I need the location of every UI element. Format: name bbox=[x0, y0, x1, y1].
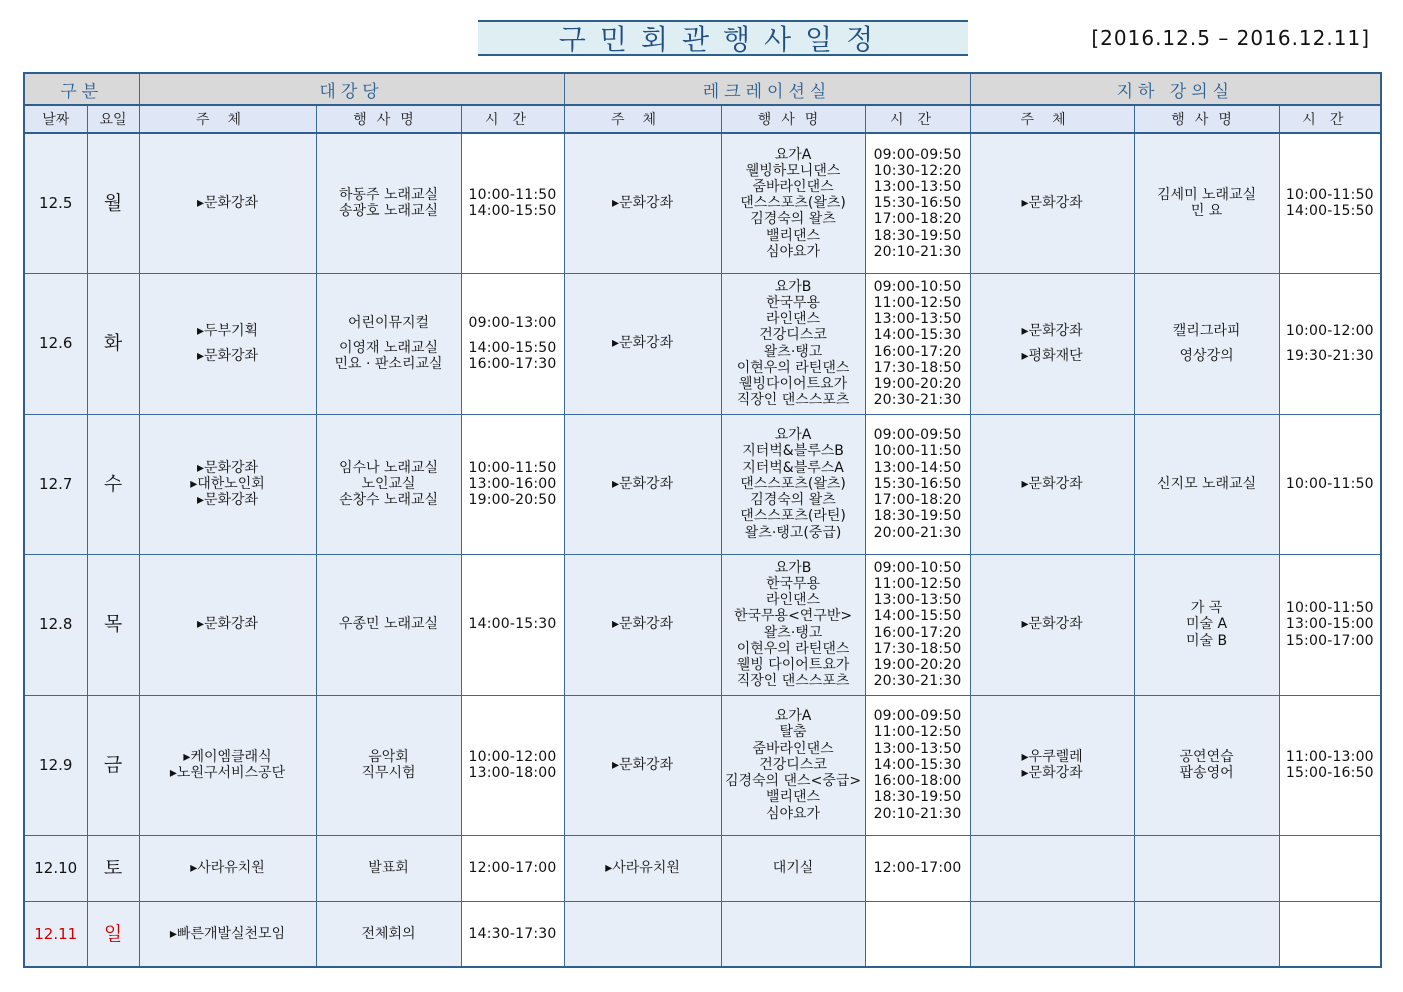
hall-time-cell bbox=[461, 695, 564, 835]
event-label: 밸리댄스 bbox=[765, 789, 821, 806]
time-label: 12:00-17:00 bbox=[468, 859, 557, 876]
time-label: 15:30-16:50 bbox=[873, 475, 962, 492]
event-label: 김세미 노래교실 bbox=[1157, 187, 1257, 204]
rec-host-cell bbox=[564, 133, 721, 273]
time-label: 18:30-19:50 bbox=[873, 508, 962, 525]
hall-time-cell bbox=[461, 554, 564, 695]
event-label: 라인댄스 bbox=[765, 311, 821, 328]
rec-time-cell bbox=[865, 133, 970, 273]
table-row bbox=[24, 901, 1381, 967]
hall-time-cell bbox=[461, 273, 564, 414]
event-label: 영상강의 bbox=[1179, 348, 1234, 364]
hall-event-cell bbox=[316, 835, 461, 901]
rec-event-cell bbox=[721, 133, 865, 273]
event-label: 김경숙의 왈츠 bbox=[750, 211, 836, 228]
time-label: 10:00-12:00 bbox=[1285, 322, 1374, 339]
hall-host-cell bbox=[139, 695, 316, 835]
time-label: 10:00-11:50 bbox=[468, 459, 557, 476]
date-cell: 12.5 bbox=[24, 133, 87, 273]
event-label: 웰빙하모니댄스 bbox=[745, 162, 841, 179]
rec-host-cell bbox=[564, 695, 721, 835]
line-gap bbox=[462, 331, 564, 340]
rec-time-cell bbox=[865, 414, 970, 554]
event-label: 요가B bbox=[774, 278, 812, 295]
event-label: 탈춤 bbox=[779, 724, 807, 741]
rec-event-cell bbox=[721, 554, 865, 695]
event-label: 이현우의 라틴댄스 bbox=[736, 640, 850, 657]
event-label: 팝송영어 bbox=[1179, 765, 1234, 781]
host-label: ▸문화강좌 bbox=[196, 348, 259, 364]
event-label: 댄스스포츠(라틴) bbox=[740, 508, 846, 525]
event-label: 심야요가 bbox=[765, 243, 821, 260]
event-label: 전체회의 bbox=[361, 925, 416, 942]
time-label: 09:00-09:50 bbox=[873, 427, 962, 444]
basement-host-cell bbox=[970, 414, 1134, 554]
host-label: ▸우쿠렐레 bbox=[1021, 748, 1083, 765]
time-label: 10:30-12:20 bbox=[873, 162, 962, 179]
header-hall-recreation: 레크레이션실 bbox=[564, 73, 970, 105]
hall-host-cell bbox=[139, 414, 316, 554]
event-label: 노인교실 bbox=[361, 475, 416, 492]
header-host: 주체 bbox=[139, 105, 316, 133]
event-label: 건강디스코 bbox=[759, 327, 827, 344]
event-label: 지터벅&블루스B bbox=[742, 443, 844, 460]
time-label: 09:00-10:50 bbox=[873, 278, 962, 295]
basement-time-cell bbox=[1279, 273, 1381, 414]
rec-time-cell bbox=[865, 554, 970, 695]
time-label: 10:00-11:50 bbox=[1285, 187, 1374, 204]
line-gap bbox=[317, 331, 461, 340]
rec-host-cell bbox=[564, 273, 721, 414]
day-cell: 금 bbox=[87, 695, 139, 835]
basement-host-cell bbox=[970, 835, 1134, 901]
time-label: 18:30-19:50 bbox=[873, 789, 962, 806]
event-label: 미술 B bbox=[1186, 632, 1228, 649]
time-label: 14:00-15:30 bbox=[873, 756, 962, 773]
header-host: 주체 bbox=[970, 105, 1134, 133]
header-time: 시간 bbox=[865, 105, 970, 133]
event-label: 라인댄스 bbox=[765, 592, 821, 609]
header-event: 행사명 bbox=[1134, 105, 1279, 133]
basement-event-cell bbox=[1134, 414, 1279, 554]
header-row-columns bbox=[24, 105, 1381, 133]
basement-host-cell bbox=[970, 554, 1134, 695]
basement-event-cell bbox=[1134, 273, 1279, 414]
header-host: 주체 bbox=[564, 105, 721, 133]
event-label: 지터벅&블루스A bbox=[742, 459, 844, 476]
host-label: ▸두부기획 bbox=[196, 322, 259, 339]
event-label: 우종민 노래교실 bbox=[338, 616, 439, 633]
table-row bbox=[24, 554, 1381, 695]
time-label: 10:00-12:00 bbox=[468, 748, 557, 765]
basement-time-cell bbox=[1279, 554, 1381, 695]
line-gap bbox=[140, 339, 316, 348]
event-label: 웰빙다이어트요가 bbox=[738, 375, 848, 392]
time-label: 10:00-11:50 bbox=[468, 187, 557, 204]
host-label: ▸문화강좌 bbox=[611, 756, 674, 773]
table-row bbox=[24, 695, 1381, 835]
table-row bbox=[24, 273, 1381, 414]
event-label: 이영재 노래교실 bbox=[338, 339, 439, 356]
time-label: 13:00-18:00 bbox=[468, 765, 557, 781]
date-cell: 12.9 bbox=[24, 695, 87, 835]
event-label: 대기실 bbox=[772, 859, 814, 876]
date-cell: 12.10 bbox=[24, 835, 87, 901]
host-label: ▸문화강좌 bbox=[1021, 765, 1083, 781]
rec-time-cell bbox=[865, 273, 970, 414]
host-label: ▸문화강좌 bbox=[1021, 475, 1083, 492]
basement-time-cell bbox=[1279, 901, 1381, 967]
basement-event-cell bbox=[1134, 133, 1279, 273]
time-label: 13:00-14:50 bbox=[873, 459, 962, 476]
hall-time-cell bbox=[461, 835, 564, 901]
hall-host-cell bbox=[139, 273, 316, 414]
host-label: ▸사라유치원 bbox=[190, 859, 265, 876]
day-cell: 일 bbox=[87, 901, 139, 967]
header-group: 구분 bbox=[24, 73, 139, 105]
date-cell: 12.8 bbox=[24, 554, 87, 695]
time-label: 16:00-17:30 bbox=[468, 356, 557, 373]
time-label: 14:00-15:30 bbox=[873, 327, 962, 344]
basement-time-cell bbox=[1279, 133, 1381, 273]
host-label: ▸문화강좌 bbox=[611, 616, 674, 633]
host-label: ▸케이엠클래식 bbox=[183, 748, 272, 765]
time-label: 13:00-13:50 bbox=[873, 178, 962, 195]
basement-time-cell bbox=[1279, 695, 1381, 835]
hall-event-cell bbox=[316, 414, 461, 554]
basement-host-cell bbox=[970, 273, 1134, 414]
hall-time-cell bbox=[461, 414, 564, 554]
event-label: 요가A bbox=[774, 146, 812, 163]
table-row bbox=[24, 133, 1381, 273]
line-gap bbox=[1135, 339, 1279, 348]
date-cell: 12.11 bbox=[24, 901, 87, 967]
host-label: ▸문화강좌 bbox=[1021, 322, 1083, 339]
day-cell: 토 bbox=[87, 835, 139, 901]
time-label: 16:00-18:00 bbox=[873, 773, 962, 790]
event-label: 송광호 노래교실 bbox=[338, 203, 439, 220]
host-label: ▸문화강좌 bbox=[611, 475, 674, 492]
event-label: 한국무용 bbox=[765, 575, 821, 592]
header-row-groups bbox=[24, 73, 1381, 105]
hall-event-cell bbox=[316, 695, 461, 835]
host-label: ▸문화강좌 bbox=[1021, 616, 1083, 633]
rec-event-cell bbox=[721, 273, 865, 414]
host-label: ▸대한노인회 bbox=[190, 475, 265, 492]
host-label: ▸노원구서비스공단 bbox=[169, 765, 286, 781]
hall-time-cell bbox=[461, 133, 564, 273]
page-title: 구민회관행사일정 bbox=[558, 23, 888, 56]
time-label: 19:00-20:50 bbox=[468, 492, 557, 509]
time-label: 20:30-21:30 bbox=[873, 392, 962, 409]
host-label: ▸문화강좌 bbox=[196, 616, 259, 633]
event-label: 줌바라인댄스 bbox=[752, 178, 834, 195]
time-label: 19:30-21:30 bbox=[1285, 348, 1374, 364]
hall-event-cell bbox=[316, 273, 461, 414]
title-box bbox=[478, 20, 968, 56]
time-label: 14:00-15:50 bbox=[873, 608, 962, 625]
time-label: 10:00-11:50 bbox=[1285, 600, 1374, 617]
event-label: 밸리댄스 bbox=[765, 227, 821, 244]
basement-event-cell bbox=[1134, 554, 1279, 695]
time-label: 17:00-18:20 bbox=[873, 492, 962, 509]
basement-time-cell bbox=[1279, 835, 1381, 901]
time-label: 17:30-18:50 bbox=[873, 640, 962, 657]
rec-event-cell bbox=[721, 901, 865, 967]
event-label: 왈츠·탱고 bbox=[763, 343, 823, 360]
rec-event-cell bbox=[721, 414, 865, 554]
day-cell: 월 bbox=[87, 133, 139, 273]
event-label: 캘리그라피 bbox=[1172, 322, 1241, 339]
time-label: 09:00-09:50 bbox=[873, 146, 962, 163]
date-range: [2016.12.5 – 2016.12.11] bbox=[1091, 26, 1370, 50]
hall-event-cell bbox=[316, 901, 461, 967]
header-hall-basement: 지하 강의실 bbox=[970, 73, 1381, 105]
time-label: 15:00-16:50 bbox=[1285, 765, 1374, 781]
table-row bbox=[24, 414, 1381, 554]
header-event: 행사명 bbox=[316, 105, 461, 133]
time-label: 09:00-10:50 bbox=[873, 559, 962, 576]
line-gap bbox=[971, 339, 1134, 348]
event-label: 김경숙의 왈츠 bbox=[750, 492, 836, 509]
hall-host-cell bbox=[139, 133, 316, 273]
event-label: 하동주 노래교실 bbox=[338, 187, 439, 204]
header-hall-main: 대강당 bbox=[139, 73, 564, 105]
event-label: 이현우의 라틴댄스 bbox=[736, 359, 850, 376]
time-label: 14:00-15:50 bbox=[1285, 203, 1374, 220]
rec-host-cell bbox=[564, 414, 721, 554]
time-label: 11:00-12:50 bbox=[873, 724, 962, 741]
time-label: 12:00-17:00 bbox=[873, 859, 962, 876]
event-label: 민요 · 판소리교실 bbox=[334, 356, 443, 373]
event-label: 음악회 bbox=[368, 748, 409, 765]
host-label: ▸문화강좌 bbox=[611, 195, 674, 212]
hall-time-cell bbox=[461, 901, 564, 967]
rec-time-cell bbox=[865, 695, 970, 835]
rec-host-cell bbox=[564, 901, 721, 967]
time-label: 17:30-18:50 bbox=[873, 359, 962, 376]
rec-time-cell bbox=[865, 901, 970, 967]
hall-event-cell bbox=[316, 133, 461, 273]
event-label: 웰빙 다이어트요가 bbox=[736, 656, 850, 673]
schedule-body bbox=[24, 133, 1381, 967]
time-label: 20:00-21:30 bbox=[873, 524, 962, 541]
time-label: 13:00-15:00 bbox=[1285, 616, 1374, 633]
hall-host-cell bbox=[139, 554, 316, 695]
time-label: 13:00-13:50 bbox=[873, 592, 962, 609]
event-label: 요가B bbox=[774, 559, 812, 576]
date-cell: 12.6 bbox=[24, 273, 87, 414]
time-label: 13:00-13:50 bbox=[873, 311, 962, 328]
rec-time-cell bbox=[865, 835, 970, 901]
host-label: ▸문화강좌 bbox=[196, 459, 259, 476]
basement-host-cell bbox=[970, 695, 1134, 835]
time-label: 15:00-17:00 bbox=[1285, 632, 1374, 649]
time-label: 10:00-11:50 bbox=[1285, 475, 1374, 492]
header-day: 요일 bbox=[87, 105, 139, 133]
event-label: 댄스스포츠(왈츠) bbox=[740, 195, 846, 212]
hall-host-cell bbox=[139, 901, 316, 967]
event-label: 어린이뮤지컬 bbox=[347, 314, 430, 331]
basement-event-cell bbox=[1134, 695, 1279, 835]
event-label: 건강디스코 bbox=[759, 756, 827, 773]
time-label: 14:30-17:30 bbox=[468, 925, 557, 942]
basement-time-cell bbox=[1279, 414, 1381, 554]
event-label: 가 곡 bbox=[1190, 600, 1223, 617]
event-label: 직무시험 bbox=[361, 765, 416, 781]
event-label: 임수나 노래교실 bbox=[338, 459, 439, 476]
time-label: 11:00-13:00 bbox=[1285, 748, 1374, 765]
basement-event-cell bbox=[1134, 901, 1279, 967]
time-label: 18:30-19:50 bbox=[873, 227, 962, 244]
header-time: 시간 bbox=[1279, 105, 1381, 133]
event-label: 직장인 댄스스포츠 bbox=[736, 673, 850, 690]
time-label: 13:00-13:50 bbox=[873, 740, 962, 757]
day-cell: 수 bbox=[87, 414, 139, 554]
rec-event-cell bbox=[721, 835, 865, 901]
header-event: 행사명 bbox=[721, 105, 865, 133]
host-label: ▸평화재단 bbox=[1021, 348, 1083, 364]
day-cell: 목 bbox=[87, 554, 139, 695]
header-date: 날짜 bbox=[24, 105, 87, 133]
event-label: 줌바라인댄스 bbox=[752, 740, 834, 757]
event-label: 댄스스포츠(왈츠) bbox=[740, 475, 846, 492]
event-label: 왈츠·탱고(중급) bbox=[744, 524, 842, 541]
line-gap bbox=[1280, 339, 1381, 348]
time-label: 20:30-21:30 bbox=[873, 673, 962, 690]
basement-event-cell bbox=[1134, 835, 1279, 901]
time-label: 16:00-17:20 bbox=[873, 624, 962, 641]
event-label: 김경숙의 댄스<중급> bbox=[724, 773, 862, 790]
header-time: 시간 bbox=[461, 105, 564, 133]
basement-host-cell bbox=[970, 901, 1134, 967]
rec-host-cell bbox=[564, 554, 721, 695]
time-label: 15:30-16:50 bbox=[873, 195, 962, 212]
event-label: 공연연습 bbox=[1179, 748, 1234, 765]
basement-host-cell bbox=[970, 133, 1134, 273]
event-label: 한국무용 bbox=[765, 294, 821, 311]
host-label: ▸문화강좌 bbox=[611, 335, 674, 352]
event-label: 신지모 노래교실 bbox=[1157, 475, 1257, 492]
time-label: 19:00-20:20 bbox=[873, 375, 962, 392]
rec-event-cell bbox=[721, 695, 865, 835]
time-label: 09:00-13:00 bbox=[468, 314, 557, 331]
event-label: 요가A bbox=[774, 427, 812, 444]
event-label: 왈츠·탱고 bbox=[763, 624, 823, 641]
time-label: 11:00-12:50 bbox=[873, 294, 962, 311]
time-label: 10:00-11:50 bbox=[873, 443, 962, 460]
hall-event-cell bbox=[316, 554, 461, 695]
host-label: ▸문화강좌 bbox=[196, 492, 259, 509]
event-label: 한국무용<연구반> bbox=[733, 608, 853, 625]
date-cell: 12.7 bbox=[24, 414, 87, 554]
event-label: 발표회 bbox=[368, 859, 409, 876]
time-label: 19:00-20:20 bbox=[873, 656, 962, 673]
time-label: 14:00-15:50 bbox=[468, 203, 557, 220]
time-label: 11:00-12:50 bbox=[873, 575, 962, 592]
host-label: ▸문화강좌 bbox=[1021, 195, 1083, 212]
hall-host-cell bbox=[139, 835, 316, 901]
host-label: ▸사라유치원 bbox=[605, 859, 680, 876]
rec-host-cell bbox=[564, 835, 721, 901]
event-label: 직장인 댄스스포츠 bbox=[736, 392, 850, 409]
event-label: 미술 A bbox=[1186, 616, 1228, 633]
time-label: 20:10-21:30 bbox=[873, 805, 962, 822]
table-row bbox=[24, 835, 1381, 901]
time-label: 14:00-15:50 bbox=[468, 339, 557, 356]
event-label: 손창수 노래교실 bbox=[338, 492, 439, 509]
time-label: 17:00-18:20 bbox=[873, 211, 962, 228]
day-cell: 화 bbox=[87, 273, 139, 414]
time-label: 14:00-15:30 bbox=[468, 616, 557, 633]
event-label: 심야요가 bbox=[765, 805, 821, 822]
host-label: ▸문화강좌 bbox=[196, 195, 259, 212]
time-label: 09:00-09:50 bbox=[873, 708, 962, 725]
event-label: 요가A bbox=[774, 708, 812, 725]
schedule-table bbox=[23, 72, 1382, 968]
event-label: 민 요 bbox=[1190, 203, 1223, 220]
time-label: 20:10-21:30 bbox=[873, 243, 962, 260]
time-label: 16:00-17:20 bbox=[873, 343, 962, 360]
host-label: ▸빠른개발실천모임 bbox=[169, 925, 286, 942]
time-label: 13:00-16:00 bbox=[468, 475, 557, 492]
